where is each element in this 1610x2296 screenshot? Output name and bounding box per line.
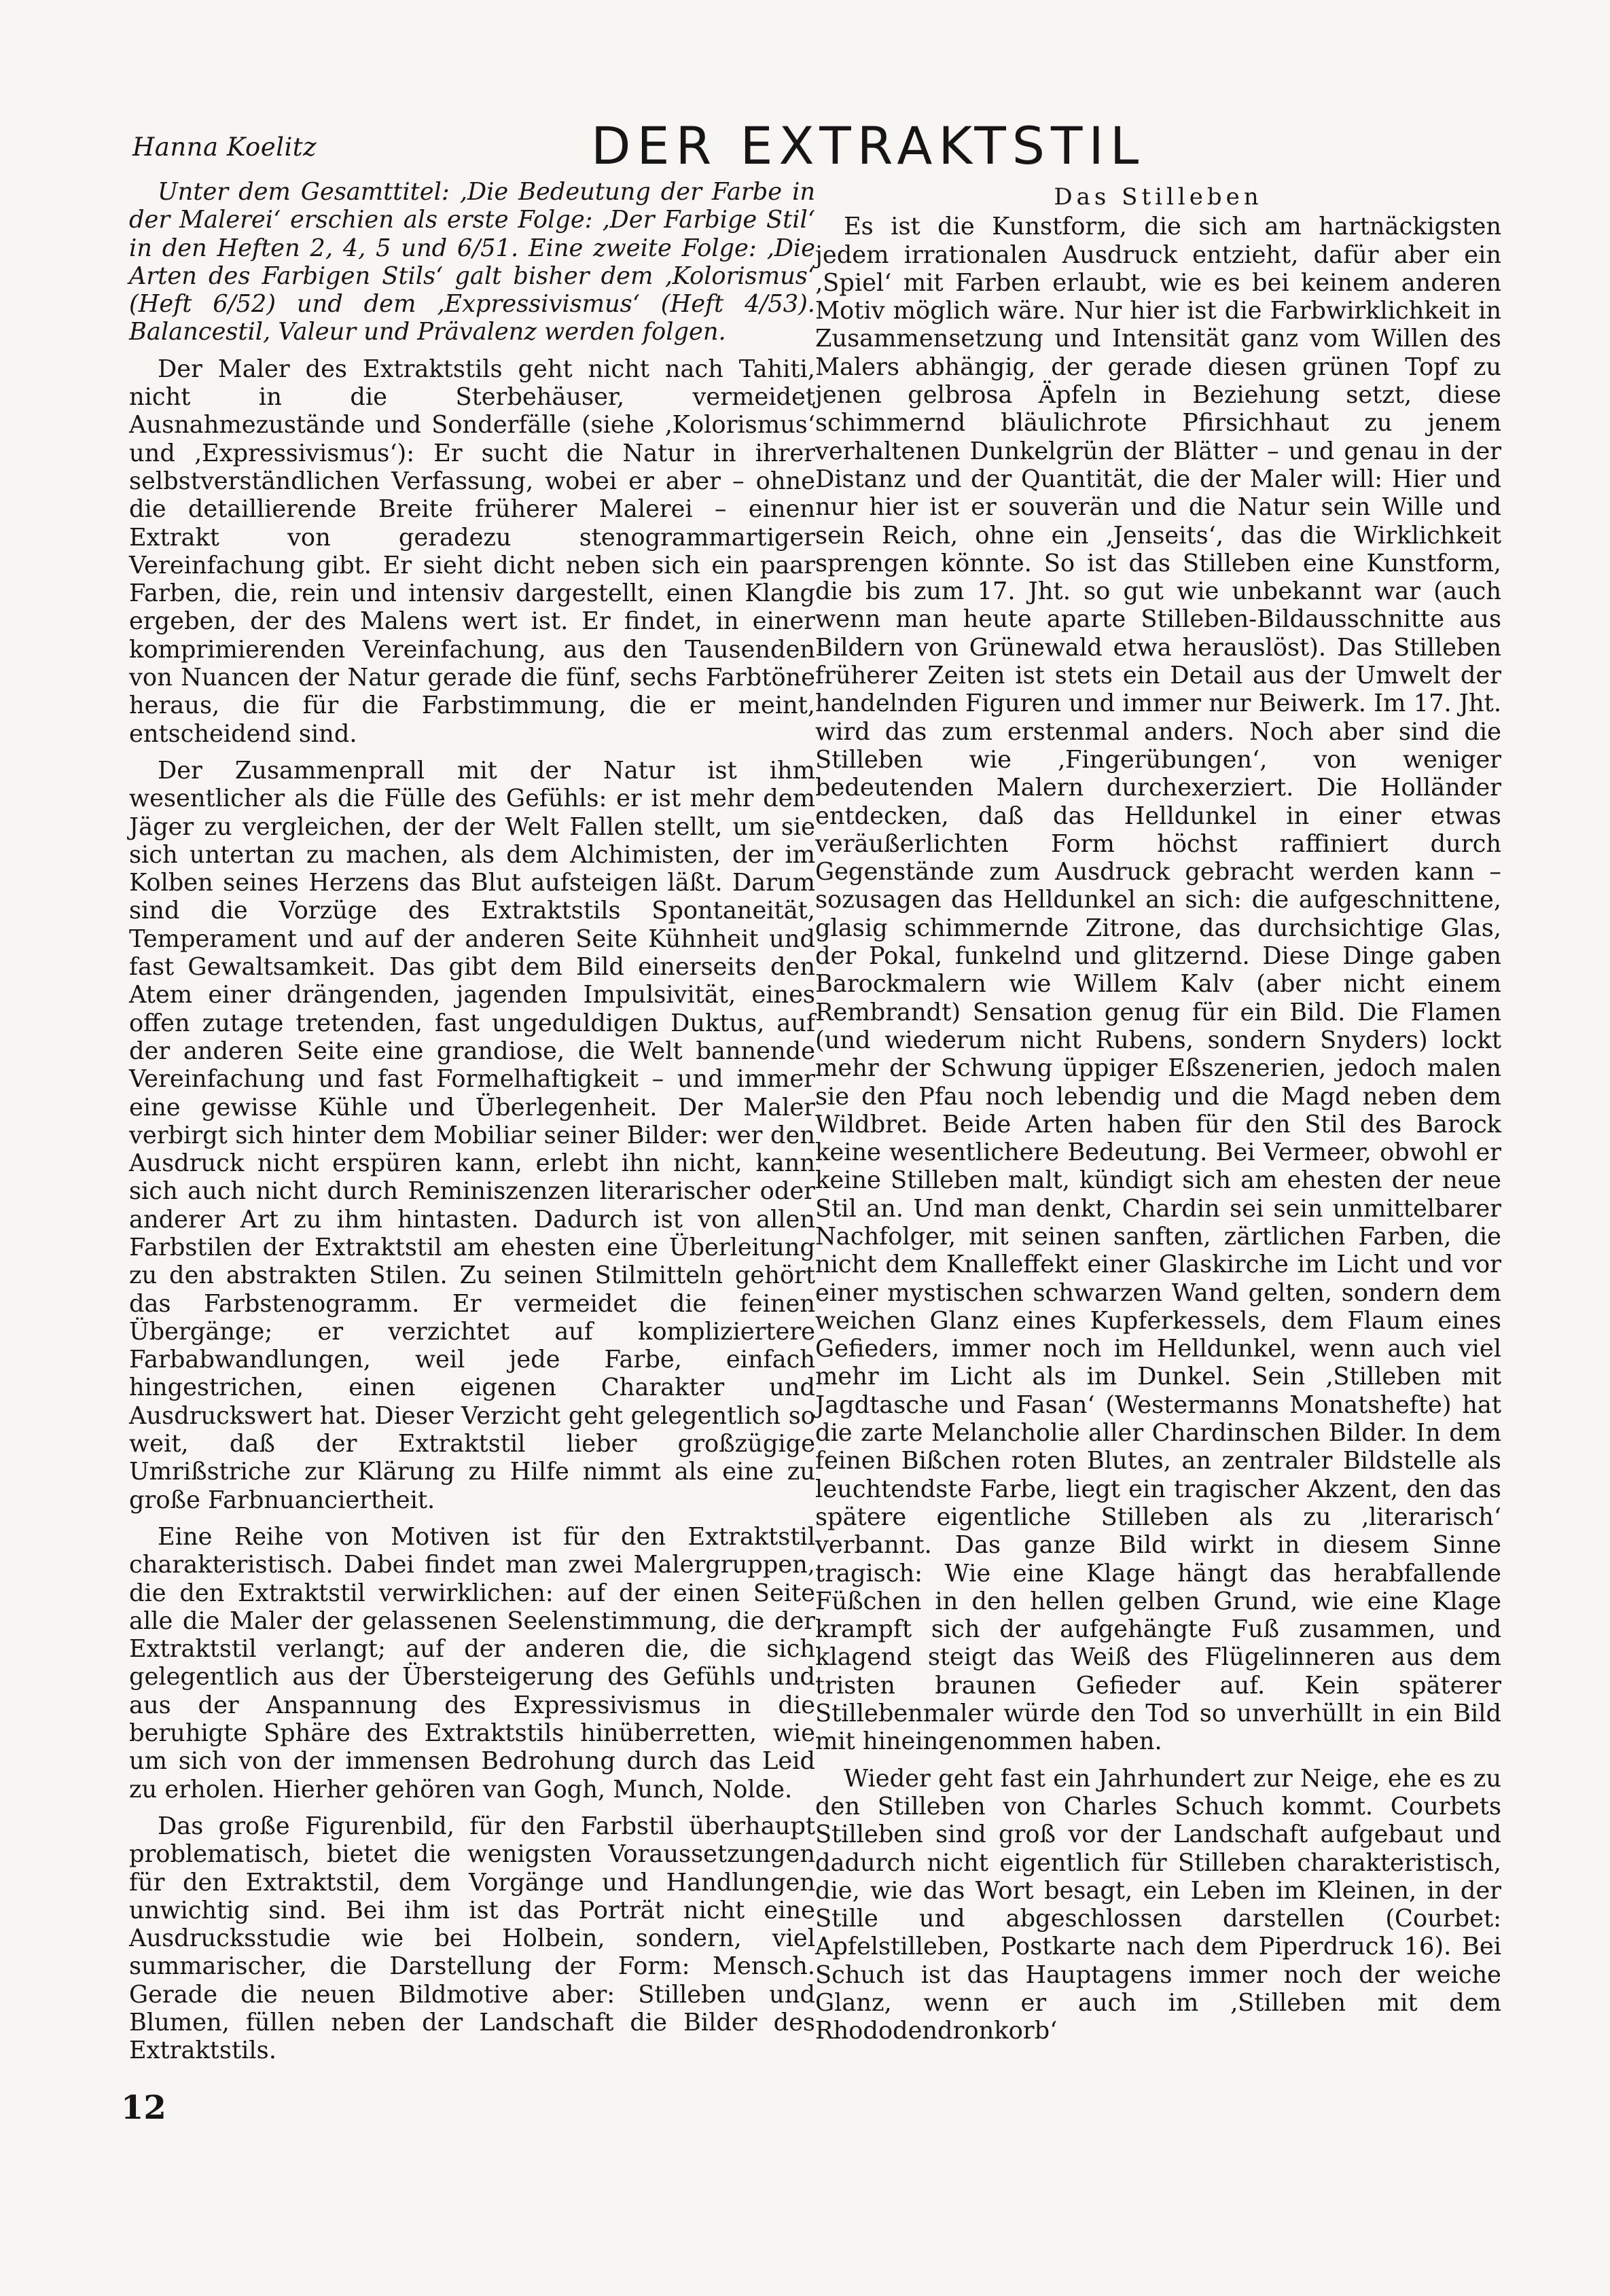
left-paragraph-1: Der Maler des Extraktstils geht nicht nach Tahiti, nicht in die Sterbehäuser, vermeidet Ausnahmezustände und Sonderfälle (siehe ‚Kolorismus‘ und ‚Expressivismus‘): Er sucht die Natur in ihrer selbstverständlichen Verfassung, wobei er aber – ohne die detaillierende Breite früherer Malerei – einen Extrakt von geradezu stenogrammartiger Vereinfachung gibt. Er sieht dicht neben sich ein paar Farben, die, rein und intensiv dargestellt, einen Klang ergeben, der des Malens wert ist. Er findet, in einer komprimierenden Vereinfachung, aus den Tausenden von Nuancen der Natur gerade die fünf, sechs Farbtöne heraus, die für die Farbstimmung, die er meint, entscheidend sind.: [129, 355, 815, 748]
right-paragraph-2: Wieder geht fast ein Jahrhundert zur Neige, ehe es zu den Stilleben von Charles Schuch kommt. Courbets Stilleben sind groß vor der Landschaft aufgebaut und dadurch nicht eigentlich für Stilleben charakteristisch, die, wie das Wort besagt, ein Leben im Kleinen, in der Stille und abgeschlossen darstellen (Courbet: Apfelstilleben, Postkarte nach dem Piperdruck 16). Bei Schuch ist das Hauptagens immer noch der weiche Glanz, wenn er auch im ‚Stilleben mit dem Rhododendronkorb‘: [815, 1764, 1501, 2045]
author-name: Hanna Koelitz: [132, 132, 317, 162]
left-paragraph-3: Eine Reihe von Motiven ist für den Extraktstil charakteristisch. Dabei findet man zwei Malergruppen, die den Extraktstil verwirklichen: auf der einen Seite alle die Maler der gelassenen Seelenstimmung, die der Extraktstil verlangt; auf der anderen die, die sich gelegentlich aus der Übersteigerung des Gefühls und aus der Anspannung des Expressivismus in die beruhigte Sphäre des Extraktstils hinüberretten, wie um sich von der immensen Bedrohung durch das Leid zu erholen. Hierher gehören van Gogh, Munch, Nolde.: [129, 1522, 815, 1804]
left-paragraph-4: Das große Figurenbild, für den Farbstil überhaupt problematisch, bietet die wenigsten Voraussetzungen für den Extraktstil, dem Vorgänge und Handlungen unwichtig sind. Bei ihm ist das Porträt nicht eine Ausdrucksstudie wie bei Holbein, sondern, viel summarischer, die Darstellung der Form: Mensch. Gerade die neuen Bildmotive aber: Stilleben und Blumen, füllen neben der Landschaft die Bilder des Extraktstils.: [129, 1812, 815, 2065]
article-title: DER EXTRAKTSTIL: [591, 115, 1145, 176]
left-paragraph-2: Der Zusammenprall mit der Natur ist ihm wesentlicher als die Fülle des Gefühls: er ist mehr dem Jäger zu vergleichen, der der Welt Fallen stellt, um sie sich untertan zu machen, als dem Alchimisten, der im Kolben seines Herzens das Blut aufsteigen läßt. Darum sind die Vorzüge des Extraktstils Spontaneität, Temperament und auf der anderen Seite Kühnheit und fast Gewaltsamkeit. Das gibt dem Bild einerseits den Atem einer drängenden, jagenden Impulsivität, eines offen zutage tretenden, fast ungeduldigen Duktus, auf der anderen Seite eine grandiose, die Welt bannende Vereinfachung und fast Formelhaftigkeit – und immer eine gewisse Kühle und Überlegenheit. Der Maler verbirgt sich hinter dem Mobiliar seiner Bilder: wer den Ausdruck nicht erspüren kann, erlebt ihn nicht, kann sich auch nicht durch Reminiszenzen literarischer oder anderer Art zu ihm hintasten. Dadurch ist von allen Farbstilen der Extraktstil am ehesten eine Überleitung zu den abstrakten Stilen. Zu seinen Stilmitteln gehört das Farbstenogramm. Er vermeidet die feinen Übergänge; er verzichtet auf kompliziertere Farbabwandlungen, weil jede Farbe, einfach hingestrichen, einen eigenen Charakter und Ausdruckswert hat. Dieser Verzicht geht gelegentlich so weit, daß der Extraktstil lieber großzügige Umrißstriche zur Klärung zu Hilfe nimmt als eine zu große Farbnuanciertheit.: [129, 756, 815, 1514]
section-heading: Das Stilleben: [1054, 183, 1263, 211]
page-number: 12: [121, 2089, 166, 2127]
right-column: [815, 178, 1501, 2045]
series-intro: Unter dem Gesamttitel: ‚Die Bedeutung der Farbe in der Malerei‘ erschien als erste Folge: ‚Der Farbige Stil‘ in den Heften 2, 4, 5 und 6/51. Eine zweite Folge: ‚Die Arten des Farbigen Stils‘ galt bisher dem ‚Kolorismus‘ (Heft 6/52) und dem ‚Expressivismus‘ (Heft 4/53). Balancestil, Valeur und Prävalenz werden folgen.: [129, 178, 815, 346]
right-paragraph-1: Es ist die Kunstform, die sich am hartnäckigsten jedem irrationalen Ausdruck entzieht, dafür aber ein ‚Spiel‘ mit Farben erlaubt, wie es bei keinem anderen Motiv möglich wäre. Nur hier ist die Farbwirklichkeit in Zusammensetzung und Intensität ganz vom Willen des Malers abhängig, der gerade diesen grünen Topf zu jenen gelbrosa Äpfeln in Beziehung setzt, diese schimmernd bläulichrote Pfirsichhaut zu jenem verhaltenen Dunkelgrün der Blätter – und genau in der Distanz und der Quantität, die der Maler will: Hier und nur hier ist er souverän und die Natur sein Wille und sein Reich, ohne ein ‚Jenseits‘, das die Wirklichkeit sprengen könnte. So ist das Stilleben eine Kunstform, die bis zum 17. Jht. so gut wie unbekannt war (auch wenn man heute aparte Stilleben-Bildausschnitte aus Bildern von Grünewald etwa herauslöst). Das Stilleben früherer Zeiten ist stets ein Detail aus der Umwelt der handelnden Figuren und immer nur Beiwerk. Im 17. Jht. wird das zum erstenmal anders. Noch aber sind die Stilleben wie ‚Fingerübungen‘, von weniger bedeutenden Malern durchexerziert. Die Holländer entdecken, daß das Helldunkel in einer etwas veräußerlichten Form höchst raffiniert durch Gegenstände zum Ausdruck gebracht werden kann – sozusagen das Helldunkel an sich: die aufgeschnittene, glasig schimmernde Zitrone, das durchsichtige Glas, der Pokal, funkelnd und glitzernd. Diese Dinge gaben Barockmalern wie Willem Kalv (aber nicht einem Rembrandt) Sensation genug für ein Bild. Die Flamen (und wiederum nicht Rubens, sondern Snyders) lockt mehr der Schwung üppiger Eßszenerien, jedoch malen sie den Pfau noch lebendig und die Magd neben dem Wildbret. Beide Arten haben für den Stil des Barock keine wesentlichere Bedeutung. Bei Vermeer, obwohl er keine Stilleben malt, kündigt sich am ehesten der neue Stil an. Und man denkt, Chardin sei sein unmittelbarer Nachfolger, mit seinen sanften, zärtlichen Farben, die nicht dem Knalleffekt einer Glaskirche im Licht und vor einer mystischen schwarzen Wand gelten, sondern dem weichen Glanz eines Kupferkessels, dem Flaum eines Gefieders, immer noch im Helldunkel, wenn auch viel mehr im Licht als im Dunkel. Sein ‚Stilleben mit Jagdtasche und Fasan‘ (Westermanns Monatshefte) hat die zarte Melancholie aller Chardinschen Bilder. In dem feinen Bißchen roten Blutes, an zentraler Bildstelle als leuchtendste Farbe, liegt ein tragischer Akzent, den das spätere eigentliche Stilleben als zu ‚literarisch‘ verbannt. Das ganze Bild wirkt in diesem Sinne tragisch: Wie eine Klage hängt das herabfallende Füßchen in den hellen gelben Grund, wie eine Klage krampft sich der aufgehängte Fuß zusammen, und klagend steigt das Weiß des Flügelinneren aus dem tristen braunen Gefieder auf. Kein späterer Stillebenmaler würde den Tod so unverhüllt in ein Bild mit hineingenommen haben.: [815, 213, 1501, 1756]
left-column: [129, 178, 815, 2065]
